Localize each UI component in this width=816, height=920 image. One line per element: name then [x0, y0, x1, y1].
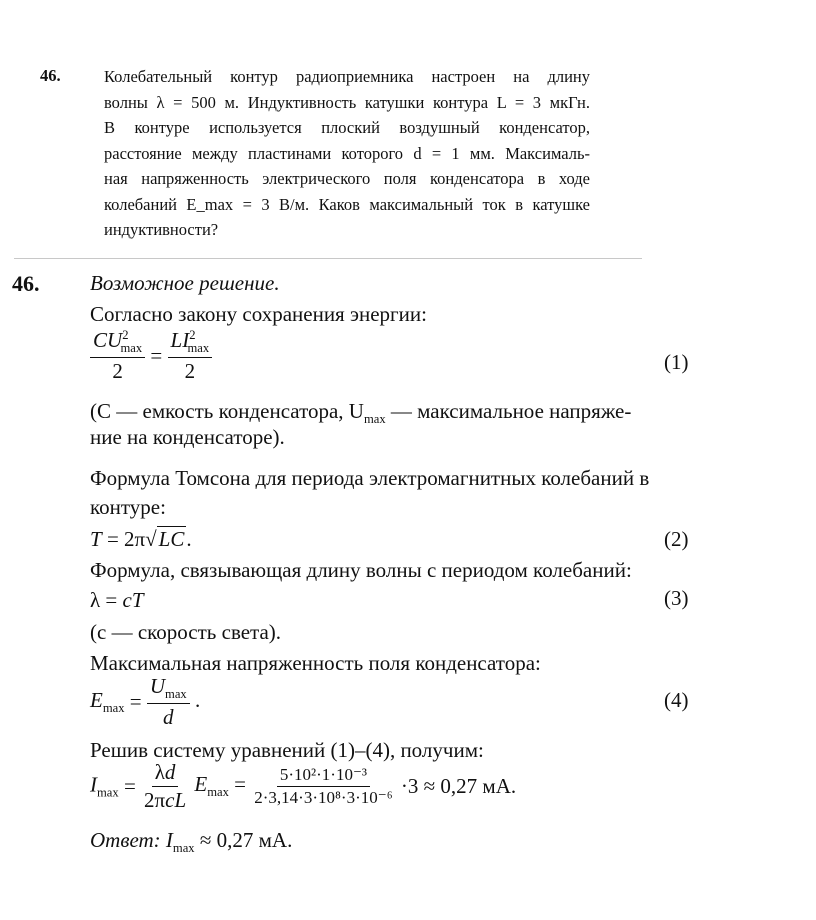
problem-line: Колебательный контур радиоприемника настроен на длину: [104, 67, 590, 86]
equation-4-number: (4): [664, 688, 689, 712]
final-denominator: 2·3,14·3·10⁸·3·10⁻⁶: [254, 788, 393, 807]
problem-line: индуктивности?: [104, 220, 219, 239]
thomson-text: Формула Томсона для периода электромагнитных колебаний в: [90, 466, 650, 490]
solution-number: 46.: [12, 271, 40, 296]
wave-intro: Формула, связывающая длину волны с периодом колебаний:: [90, 558, 632, 582]
field-intro: Максимальная напряженность поля конденсатора:: [90, 651, 541, 675]
eq1-note-cont: ние на конденсаторе).: [90, 425, 285, 449]
equation-2: T = 2π√LC.: [90, 527, 192, 551]
final-numerator: 5·10²·1·10⁻³: [277, 765, 370, 787]
thomson-text-cont: контуре:: [90, 495, 166, 519]
problem-line: колебаний E_max = 3 В/м. Каков максимальный ток в катушке: [104, 194, 590, 214]
equation-4: $E_{max}$ = $\frac{U_{max}}{d}$ .: [90, 674, 201, 730]
problem-line: В контуре используется плоский воздушный конденсатор,: [104, 118, 590, 137]
problem-number: 46.: [40, 66, 61, 85]
section-divider: [14, 258, 642, 259]
equation-1-number: (1): [664, 350, 689, 374]
equation-3-number: (3): [664, 586, 689, 610]
problem-text: [104, 64, 590, 243]
problem-line: ная напряженность электрического поля конденсатора в ходе: [104, 169, 590, 188]
system-text: Решив систему уравнений (1)–(4), получим:: [90, 738, 484, 762]
eq3-note: (c — скорость света).: [90, 620, 282, 644]
answer: Ответ: $I_{max} \approx 0,27$ мА.: [90, 828, 293, 856]
equation-2-number: (2): [664, 527, 689, 551]
energy-intro: Согласно закону сохранения энергии:: [90, 302, 427, 326]
equation-3: λ = cT: [90, 588, 144, 612]
solution-heading: Возможное решение.: [90, 271, 280, 295]
final-result: ·3 ≈ 0,27 мА.: [400, 774, 517, 798]
problem-line: волны λ = 500 м. Индуктивность катушки контура L = 3 мкГн.: [104, 92, 590, 112]
problem-line: расстояние между пластинами которого d = 1 мм. Максималь-: [104, 143, 590, 163]
equation-1: $\frac{CU^2_{max}}{2}$ = $\frac{LI^2_{max}}{2}$: [90, 328, 212, 384]
final-equation: $I_{max}$ = $\frac{\lambda d}{\text{2πcL}}$ $E_{max}$ = $\frac{\text{5·10²·1·10⁻³}}{\text{2·3,14·3·10⁸·3·10⁻⁶}}$ ·3 ≈ 0,27 мА.: [90, 760, 517, 812]
eq1-note: (C — емкость конденсатора, $U_{max}$ — максимальное напряже-: [90, 399, 632, 427]
